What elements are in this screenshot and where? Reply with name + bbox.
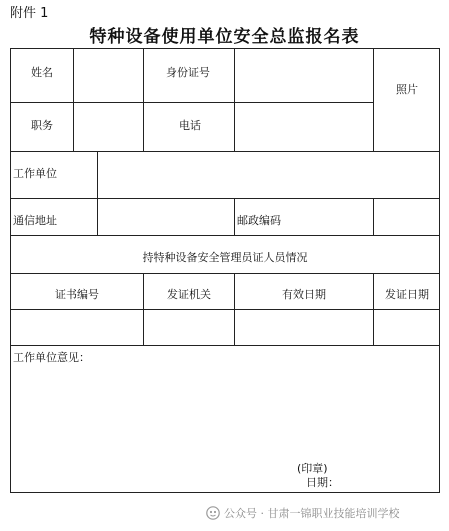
attachment-label: 附件 1 (10, 6, 49, 21)
form-title: 特种设备使用单位安全总监报名表 (89, 27, 360, 47)
opinion-label: 工作单位意见： (13, 351, 90, 364)
wechat-icon (206, 506, 220, 520)
id-value-cell[interactable] (234, 48, 374, 103)
name-value-cell[interactable] (73, 48, 144, 103)
cert-issuer-value-cell[interactable] (143, 309, 235, 346)
name-label: 姓名 (31, 66, 53, 79)
cert-column-issue-date: 发证日期 (385, 288, 429, 301)
opinion-cell[interactable] (10, 345, 440, 493)
cert-section-title: 持特种设备安全管理员证人员情况 (142, 251, 308, 264)
cert-column-issuer: 发证机关 (167, 288, 211, 301)
employer-value-cell[interactable] (97, 151, 440, 199)
watermark (206, 505, 400, 521)
postcode-label: 邮政编码 (237, 214, 281, 227)
watermark-text: 公众号 · 甘肃一锦职业技能培训学校 (224, 507, 400, 520)
date-label: 日期： (306, 476, 339, 489)
address-label: 通信地址 (13, 214, 57, 227)
cert-column-number: 证书编号 (55, 288, 99, 301)
photo-label: 照片 (396, 83, 418, 96)
phone-label: 电话 (179, 119, 201, 132)
position-value-cell[interactable] (73, 102, 144, 152)
id-number-label: 身份证号 (166, 66, 210, 79)
cert-valid-value-cell[interactable] (234, 309, 374, 346)
phone-value-cell[interactable] (234, 102, 374, 152)
photo-cell[interactable] (373, 48, 440, 152)
address-value-cell[interactable] (97, 198, 235, 236)
seal-label: (印章) (297, 462, 328, 475)
postcode-value-cell[interactable] (373, 198, 440, 236)
employer-label: 工作单位 (13, 167, 57, 180)
cert-issue-date-value-cell[interactable] (373, 309, 440, 346)
position-label: 职务 (31, 119, 53, 132)
cert-column-valid-date: 有效日期 (282, 288, 326, 301)
cert-number-value-cell[interactable] (10, 309, 144, 346)
